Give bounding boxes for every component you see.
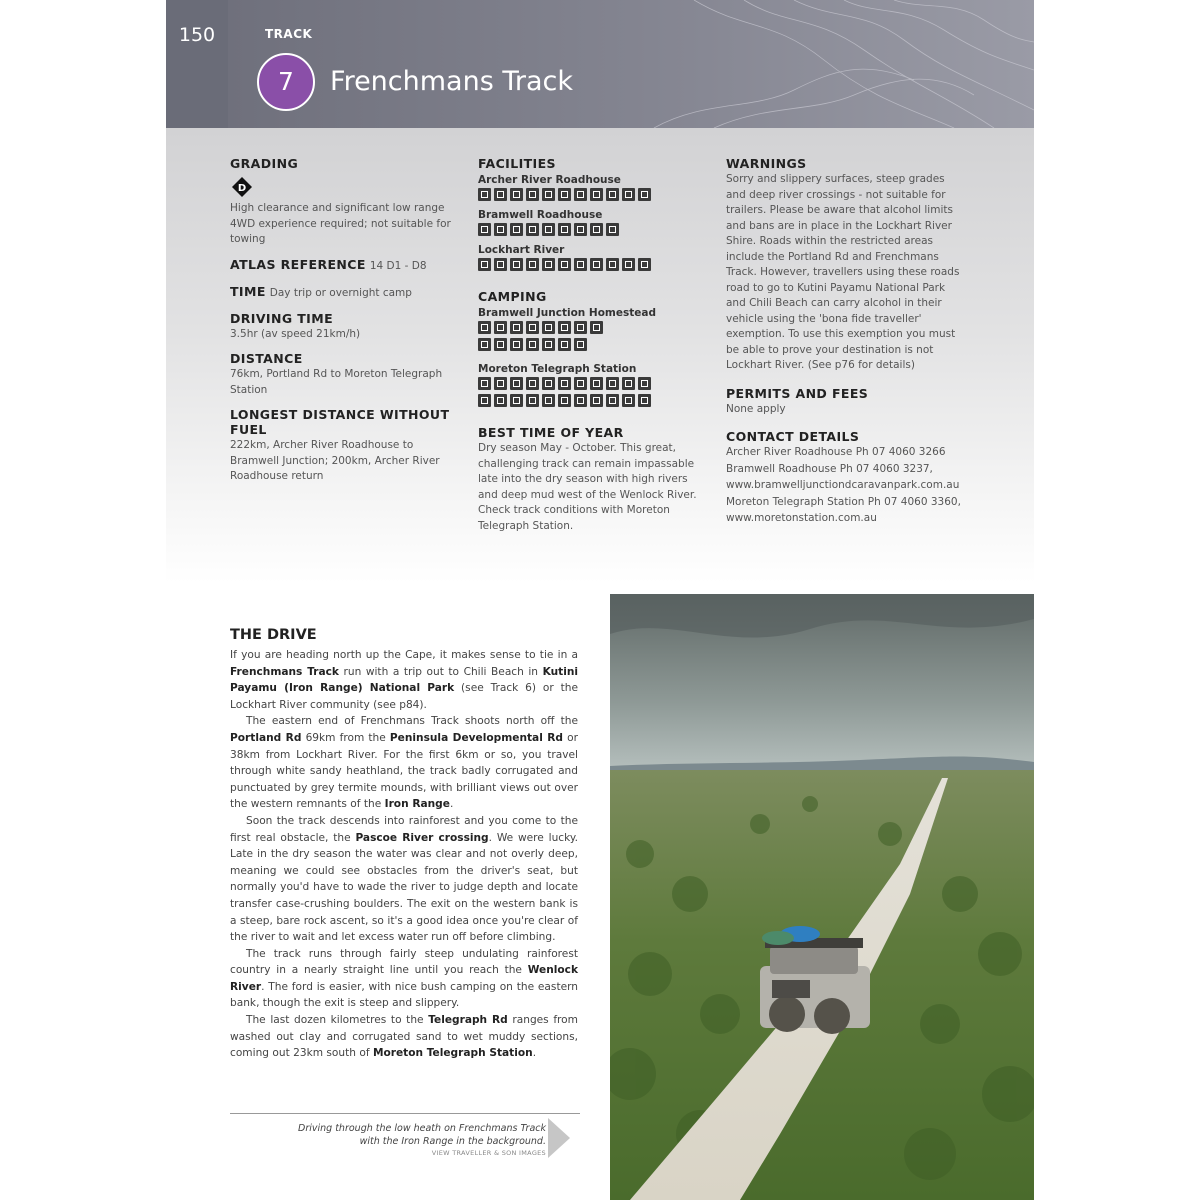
caption-arrow-icon <box>548 1118 570 1158</box>
drive-paragraph: The track runs through fairly steep undulating rainforest country in a nearly straight line until you reach the Wenlock River. The ford is easier, with nice bush camping on the eastern bank, though the exit is steep and slippery. <box>230 947 578 1010</box>
facility-symbol-icon <box>478 394 491 407</box>
facility-symbol-icon <box>558 394 571 407</box>
facility-symbol-icon <box>542 338 555 351</box>
facility-icons <box>478 188 710 201</box>
best-time-heading: BEST TIME OF YEAR <box>478 425 624 440</box>
facility-symbol-icon <box>606 188 619 201</box>
permits-value: None apply <box>726 402 786 415</box>
facility-symbol-icon <box>622 377 635 390</box>
facility-symbol-icon <box>494 258 507 271</box>
facility-symbol-icon <box>558 188 571 201</box>
track-label: TRACK <box>265 27 313 41</box>
driving-time-heading: DRIVING TIME <box>230 310 334 326</box>
facility-symbol-icon <box>574 338 587 351</box>
facility-symbol-icon <box>526 394 539 407</box>
facility-symbol-icon <box>558 338 571 351</box>
facility-icons <box>478 258 710 271</box>
the-drive-section <box>230 627 578 1062</box>
atlas-reference: ATLAS REFERENCE 14 D1 - D8 <box>230 256 427 272</box>
facility-symbol-icon <box>526 321 539 334</box>
facility-symbol-icon <box>542 377 555 390</box>
drive-heading: THE DRIVE <box>230 627 317 643</box>
camping-icons <box>478 338 710 351</box>
facility-symbol-icon <box>574 377 587 390</box>
facility-symbol-icon <box>510 321 523 334</box>
facility-symbol-icon <box>590 377 603 390</box>
facility-symbol-icon <box>606 223 619 236</box>
camping-icons <box>478 377 710 390</box>
facility-symbol-icon <box>542 394 555 407</box>
facility-symbol-icon <box>478 338 491 351</box>
longest-distance-heading: LONGEST DISTANCE WITHOUT FUEL <box>230 407 450 437</box>
facility-name: Archer River Roadhouse <box>478 174 621 186</box>
driving-time-value: 3.5hr (av speed 21km/h) <box>230 327 361 340</box>
photo-credit: VIEW TRAVELLER & SON IMAGES <box>431 1149 546 1157</box>
svg-text:D: D <box>237 183 247 194</box>
facility-symbol-icon <box>542 188 555 201</box>
facility-symbol-icon <box>494 321 507 334</box>
facility-symbol-icon <box>494 394 507 407</box>
warnings-heading: WARNINGS <box>726 156 807 171</box>
facility-symbol-icon <box>606 258 619 271</box>
facility-symbol-icon <box>510 338 523 351</box>
facility-symbol-icon <box>510 188 523 201</box>
facility-symbol-icon <box>558 258 571 271</box>
facility-symbol-icon <box>558 223 571 236</box>
facility-symbol-icon <box>574 321 587 334</box>
facility-symbol-icon <box>542 258 555 271</box>
photo-caption: Driving through the low heath on Frenchmans Track with the Iron Range in the background. <box>298 1123 546 1147</box>
facility-symbol-icon <box>574 258 587 271</box>
contact-line: Moreton Telegraph Station Ph 07 4060 3360, <box>726 495 961 508</box>
drive-paragraph: Soon the track descends into rainforest and you come to the first real obstacle, the Pascoe River crossing. We were lucky. Late in the dry season the water was clear and not overly deep, meaning we could see obstacles from the driver's seat, but normally you'd have to wade the river to judge depth and locate transfer case-crushing boulders. The exit on the western bank is a steep, bare rock ascent, so it's a good idea once you're clear of the river to wait and let excess water run off before climbing. <box>230 814 579 944</box>
page-number-bar <box>166 0 228 128</box>
track-title: Frenchmans Track <box>330 66 574 97</box>
facility-symbol-icon <box>510 258 523 271</box>
facility-symbol-icon <box>542 223 555 236</box>
photo-caption-box <box>230 1113 580 1162</box>
facility-symbol-icon <box>526 338 539 351</box>
contact-line: Archer River Roadhouse Ph 07 4060 3266 <box>726 446 946 458</box>
facility-symbol-icon <box>590 188 603 201</box>
facility-symbol-icon <box>526 223 539 236</box>
time: TIME Day trip or overnight camp <box>230 283 412 299</box>
camping-heading: CAMPING <box>478 289 547 304</box>
facility-symbol-icon <box>638 377 651 390</box>
facility-symbol-icon <box>526 188 539 201</box>
camping-icons <box>478 394 710 407</box>
contact-heading: CONTACT DETAILS <box>726 429 860 444</box>
facility-symbol-icon <box>590 258 603 271</box>
facility-symbol-icon <box>494 338 507 351</box>
facility-symbol-icon <box>478 258 491 271</box>
permits-heading: PERMITS AND FEES <box>726 385 869 401</box>
contact-link[interactable]: www.moretonstation.com.au <box>726 512 877 524</box>
facility-icons <box>478 223 710 236</box>
facility-symbol-icon <box>494 188 507 201</box>
facility-symbol-icon <box>494 377 507 390</box>
facility-symbol-icon <box>622 258 635 271</box>
facility-symbol-icon <box>638 258 651 271</box>
facility-symbol-icon <box>590 321 603 334</box>
facility-symbol-icon <box>638 394 651 407</box>
facility-symbol-icon <box>606 394 619 407</box>
facility-symbol-icon <box>542 321 555 334</box>
facility-symbol-icon <box>478 321 491 334</box>
facility-symbol-icon <box>526 377 539 390</box>
facility-symbol-icon <box>478 188 491 201</box>
drive-paragraph: The last dozen kilometres to the Telegraph Rd ranges from washed out clay and corrugated sand to wet muddy sections, coming out 23km south of Moreton Telegraph Station. <box>230 1014 578 1060</box>
facility-name: Lockhart River <box>478 244 565 256</box>
vehicle <box>760 926 870 1034</box>
facility-symbol-icon <box>574 394 587 407</box>
grade-diamond-icon <box>232 177 250 195</box>
facility-symbol-icon <box>574 223 587 236</box>
longest-distance-value: 222km, Archer River Roadhouse to Bramwell Junction; 200km, Archer River Roadhouse return <box>230 439 440 482</box>
track-number-badge: 7 <box>257 53 315 111</box>
contact-line: Bramwell Roadhouse Ph 07 4060 3237, <box>726 462 933 475</box>
facility-symbol-icon <box>494 223 507 236</box>
info-column-3 <box>726 156 962 527</box>
grading-text: High clearance and significant low range 4WD experience required; not suitable for towing <box>230 202 451 245</box>
topographic-lines <box>614 0 1034 128</box>
facility-symbol-icon <box>622 394 635 407</box>
facility-symbol-icon <box>510 223 523 236</box>
page <box>166 0 1034 1200</box>
drive-paragraph: If you are heading north up the Cape, it makes sense to tie in a Frenchmans Track run with a trip out to Chili Beach in Kutini Payamu (Iron Range) National Park (see Track 6) or the Lockhart River community (see p84). <box>230 649 578 711</box>
track-photo <box>610 594 1034 1200</box>
campsite-name: Moreton Telegraph Station <box>478 363 637 375</box>
distance-value: 76km, Portland Rd to Moreton Telegraph Station <box>230 368 443 396</box>
distance-heading: DISTANCE <box>230 351 303 366</box>
facility-symbol-icon <box>478 223 491 236</box>
facility-symbol-icon <box>558 377 571 390</box>
campsite-name: Bramwell Junction Homestead <box>478 307 656 319</box>
camping-icons <box>478 321 710 334</box>
track-header <box>228 0 1034 128</box>
facility-symbol-icon <box>638 188 651 201</box>
info-column-2 <box>478 156 710 534</box>
facility-symbol-icon <box>606 377 619 390</box>
grading-heading: GRADING <box>230 156 299 171</box>
facility-symbol-icon <box>526 258 539 271</box>
facility-symbol-icon <box>590 223 603 236</box>
facility-symbol-icon <box>478 377 491 390</box>
facility-symbol-icon <box>510 394 523 407</box>
facility-symbol-icon <box>510 377 523 390</box>
facility-symbol-icon <box>622 188 635 201</box>
facility-symbol-icon <box>558 321 571 334</box>
facility-symbol-icon <box>574 188 587 201</box>
best-time-value: Dry season May - October. This great, challenging track can remain impassable late into the dry season with high rivers and deep mud west of the Wenlock River. Check track conditions with Moreton Telegraph Station. <box>478 442 697 532</box>
track-info-panel <box>166 128 1034 583</box>
page-number: 150 <box>178 24 216 46</box>
facility-name: Bramwell Roadhouse <box>478 209 603 221</box>
drive-paragraph: The eastern end of Frenchmans Track shoots north off the Portland Rd 69km from the Peninsula Developmental Rd or 38km from Lockhart River. For the first 6km or so, you travel through white sandy heathland, the track badly corrugated and punctuated by grey termite mounds, with brilliant views out over the western remnants of the Iron Range. <box>230 715 578 811</box>
info-column-1 <box>230 156 462 485</box>
contact-link[interactable]: www.bramwelljunctiondcaravanpark.com.au <box>726 479 960 491</box>
facility-symbol-icon <box>590 394 603 407</box>
warnings-value: Sorry and slippery surfaces, steep grades and deep river crossings - not suitable for trailers. Please be aware that alcohol limits and bans are in place in the Lockhart River Shire. Roads within the restricted areas include the Portland Rd and Frenchmans Track. However, travellers using these roads road to go to Kutini Payamu National Park and Chili Beach can carry alcohol in their vehicle using the 'bona fide traveller' exemption. To use this exemption you must be able to prove your destination is not Lockhart River. (See p76 for details) <box>726 173 960 371</box>
facilities-heading: FACILITIES <box>478 156 556 171</box>
